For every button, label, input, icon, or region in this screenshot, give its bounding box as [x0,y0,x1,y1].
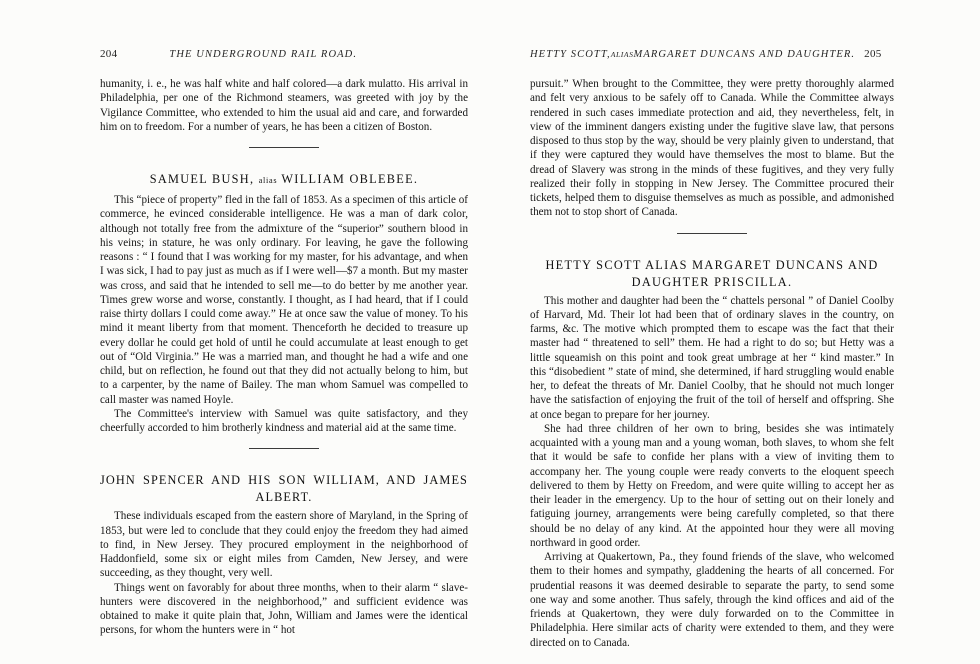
heading-name-secondary: WILLIAM OBLEBEE. [281,172,419,186]
paragraph: Arriving at Quakertown, Pa., they found friends of the slave, who welcomed them to their homes and sympathy, gladdening the hearts of all concerned. For prudential reasons it was deemed desirable to separate the party, to send some one way and some another. Thus safely, through the kind offices and aid of the friends at Quakertown, they were duly forwarded on to the Committee in Philadelphia. Here similar acts of charity were extended to them, and they were directed on to Canada. [530,551,894,649]
section-divider-rule [249,448,319,449]
paragraph: This mother and daughter had been the “ chattels personal ” of Daniel Coolby of Harvard, Md. Their lot had been that of ordinary slaves in the country, on farms, &c. The motive which prompted them to escape was the fact that their master had “ threatened to sell” them. He had a right to do so; but Hetty was a little squeamish on this point and took great umbrage at her “ kind master.” In this “disobedient ” state of mind, she determined, if hard struggling would enable her, to defeat the threats of Mr. Daniel Coolby, that he should not much longer have the satisfaction of enjoying the fruit of the toil of herself and offspring. She at once began to prepare for her journey. [530,294,894,421]
section-heading-samuel-bush [100,171,468,189]
left-body [100,77,468,638]
section-heading-john-spencer [100,472,468,505]
left-running-title: THE UNDERGROUND RAIL ROAD. [169,49,358,60]
left-running-head [100,48,468,64]
right-page [490,0,980,664]
heading-line-2: DAUGHTER PRISCILLA. [631,274,793,289]
paragraph-continued: pursuit.” When brought to the Committee, they were pretty thoroughly alarmed and felt very anxious to be safely off to Canada. While the Committee always rendered in such cases immediate protection and aid, they nevertheless, felt, in view of the imminent dangers existing under the fugitive slave law, that persons disposed to thus stop by the way, should be very plainly given to understand, that if they were captured they would have themselves the most to blame. But the dread of Slavery was strong in the minds of these fugitives, and they very fully realized their folly in stopping in New Jersey. The Committee procured their tickets, helped them to disguise themselves as much as possible, and admonished them not to stop short of Canada. [530,78,894,219]
section-heading-hetty-scott [530,257,894,290]
right-running-title-alias: ALIAS [610,50,634,59]
heading-line-1: JOHN SPENCER AND HIS SON WILLIAM, AND JAMES [100,473,468,488]
right-running-head [530,48,894,64]
paragraph-continued: humanity, i. e., he was half white and half colored—a dark mulatto. His arrival in Philadelphia, per one of the Richmond steamers, was greeted with joy by the Vigilance Committee, who extended to him the usual aid and care, and forwarded him on to freedom. For a number of years, he has been a citizen of Boston. [100,78,468,133]
paragraph: These individuals escaped from the eastern shore of Maryland, in the Spring of 1853, but were led to conclude that they could enjoy the freedom they had aimed to find, in New Jersey. They procured employment in the neighborhood of Haddonfield, some six or eight miles from Camden, New Jersey, and were succeeding, as they thought, very well. [100,510,468,580]
right-body [530,77,894,650]
right-page-number: 205 [864,48,882,60]
heading-alias-word: alias [258,176,278,185]
paragraph: The Committee's interview with Samuel was quite satisfactory, and they cheerfully accorded to him brotherly kindness and material aid at the same time. [100,407,468,434]
head-spacer [100,161,468,171]
head-spacer [530,247,894,257]
section-divider-rule [249,147,319,148]
heading-name-primary: SAMUEL BUSH, [149,172,255,186]
right-running-title-primary: HETTY SCOTT, [530,49,611,60]
paragraph: She had three children of her own to bring, besides she was intimately acquainted with a young man and a young woman, both slaves, to whom she felt that it would be safe to confide her plans with a view of inviting them to accompany her. The young couple were ready converts to the eloquent speech delivered to them by Hetty on Freedom, and were quite willing to accept her as their leader in the emergency. Up to the hour of setting out on their lonely and fatiguing journey, arrangements were being carefully completed, so that there should be no delay of any kind. At the appointed hour they were all moving northward in good order. [530,422,894,549]
paragraph: Things went on favorably for about three months, when to their alarm “ slave-hunters were discovered in the neighborhood,” and sufficient evidence was obtained to make it quite plain that, John, William and James were the identical persons, for whom the hunters were in “ hot [100,581,468,637]
left-page-number: 204 [100,48,118,60]
head-spacer [100,462,468,472]
right-running-title-secondary: MARGARET DUNCANS AND DAUGHTER. [633,49,856,60]
paragraph: This “piece of property” fled in the fall of 1853. As a specimen of this article of commerce, he evinced considerable intelligence. He was a man of dark color, although not totally free from the admixture of the “superior” southern blood in his veins; in stature, he was only ordinary. For leaving, he gave the following reasons : “ I found that I was working for my master, for his advantage, and when I was sick, I had to pay just as much as if I were well—$7 a month. But my master was cross, and said that he intended to sell me—to do better by me another year. Times grew worse and worse, constantly. I thought, as I had heard, that if I could raise thirty dollars I could come away.” He at once saw the value of money. To his mind it meant liberty from that moment. Thenceforth he decided to treasure up every dollar he could get hold of until he could accumulate at least enough to get out of “Old Virginia.” He was a married man, and thought he had a wife and one child, but on reflection, he found out that they did not actually belong to him, but to a carpenter, by the name of Bailey. The man whom Samuel was compelled to call master was named Hoyle. [100,194,468,406]
section-divider-rule [677,233,747,234]
heading-line-2: ALBERT. [255,490,313,505]
heading-line-1: HETTY SCOTT ALIAS MARGARET DUNCANS AND [545,257,879,272]
